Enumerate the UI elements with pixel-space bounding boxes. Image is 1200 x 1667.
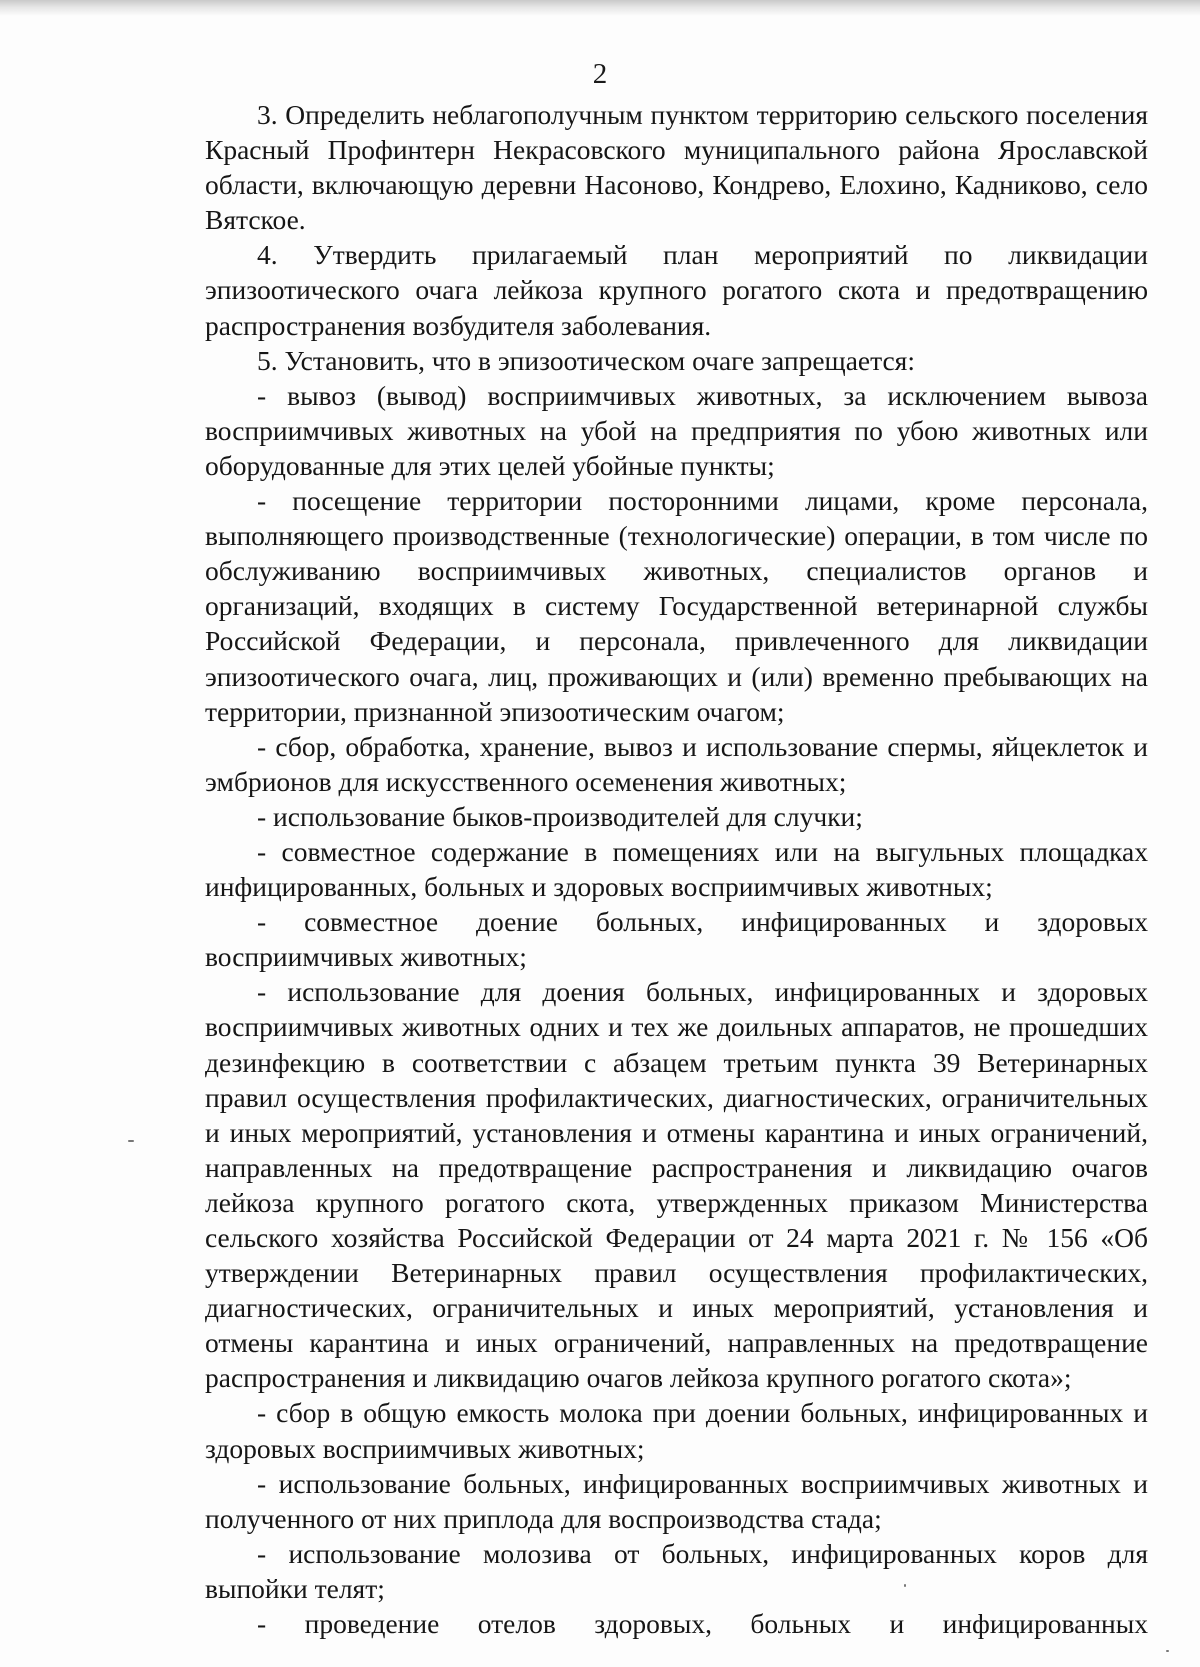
- paragraph-item-5: 5. Установить, что в эпизоотическом очаге запрещается:: [257, 344, 915, 376]
- prohibition-item: - использование быков-производителей для случки;: [257, 800, 863, 832]
- prohibition-item: - вывоз (вывод) восприимчивых животных, за исключением вывоза восприимчивых животных на убой на предприятия по убою животных или оборудованные для этих целей убойные пункты;: [205, 379, 1148, 481]
- prohibition-item: - сбор в общую емкость молока при доении больных, инфицированных и здоровых восприимчивых животных;: [205, 1397, 1148, 1464]
- prohibition-item: - использование больных, инфицированных восприимчивых животных и полученного от них приплода для воспроизводства стада;: [205, 1467, 1148, 1534]
- page-number: 2: [592, 58, 608, 90]
- paragraph-item-4: 4. Утвердить прилагаемый план мероприятий по ликвидации эпизоотического очага лейкоза крупного рогатого скота и предотвращению распространения возбудителя заболевания.: [205, 239, 1148, 341]
- scan-top-edge: [0, 0, 1200, 16]
- prohibition-item: - использование молозива от больных, инфицированных коров для выпойки телят;: [205, 1537, 1148, 1604]
- prohibition-item: - использование для доения больных, инфицированных и здоровых восприимчивых животных одних и тех же доильных аппаратов, не прошедших дезинфекцию в соответствии с абзацем третьим пункта 39 Ветеринарных правил осуществления профилактических, диагностических, ограничительных и иных мероприятий, установления и отмены карантина и иных ограничений, направленных на предотвращение распространения и ликвидацию очагов лейкоза крупного рогатого скота, утвержденных приказом Министерства сельского хозяйства Российской Федерации от 24 марта 2021 г. № 156 «Об утверждении Ветеринарных правил осуществления профилактических, диагностических, ограничительных и иных мероприятий, установления и отмены карантина и иных ограничений, направленных на предотвращение распространения и ликвидацию очагов лейкоза крупного рогатого скота»;: [205, 976, 1148, 1394]
- document-body: [205, 97, 1148, 1641]
- scan-speck: [904, 1584, 906, 1587]
- scan-speck: [128, 1140, 134, 1142]
- prohibition-item: - проведение отелов здоровых, больных и инфицированных: [257, 1608, 1148, 1640]
- paragraph-item-3: 3. Определить неблагополучным пунктом территорию сельского поселения Красный Профинтерн Некрасовского муниципального района Ярославской области, включающую деревни Насоново, Кондрево, Елохино, Кадниково, село Вятское.: [205, 99, 1148, 236]
- prohibition-item: - совместное доение больных, инфицированных и здоровых восприимчивых животных;: [205, 906, 1148, 973]
- prohibition-item: - сбор, обработка, хранение, вывоз и использование спермы, яйцеклеток и эмбрионов для искусственного осеменения животных;: [205, 730, 1148, 797]
- prohibition-item: - посещение территории посторонними лицами, кроме персонала, выполняющего производственные (технологические) операции, в том числе по обслуживанию восприимчивых животных, специалистов органов и организаций, входящих в систему Государственной ветеринарной службы Российской Федерации, и персонала, привлеченного для ликвидации эпизоотического очага, лиц, проживающих и (или) временно пребывающих на территории, признанной эпизоотическим очагом;: [205, 485, 1148, 727]
- scan-speck: [1166, 1650, 1169, 1652]
- prohibition-item: - совместное содержание в помещениях или на выгульных площадках инфицированных, больных и здоровых восприимчивых животных;: [205, 835, 1148, 903]
